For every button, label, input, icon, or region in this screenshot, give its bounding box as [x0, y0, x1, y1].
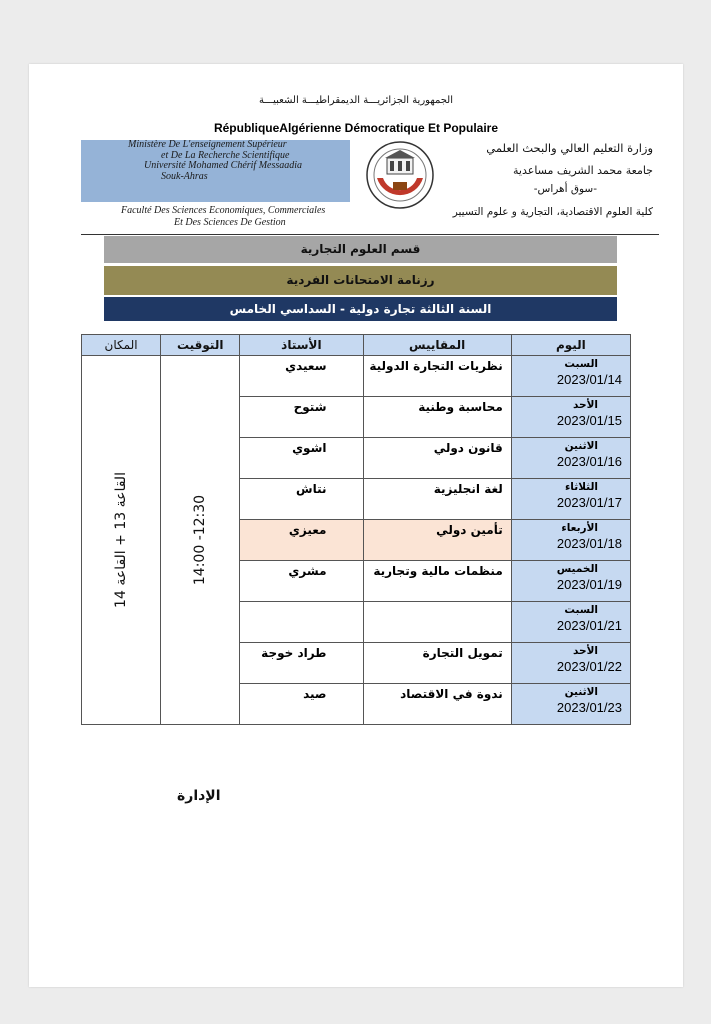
university-ar: جامعة محمد الشريف مساعدية [513, 164, 653, 177]
administration-signature: الإدارة [177, 788, 221, 804]
professor-cell: شتوح [240, 397, 363, 438]
place-cell [82, 356, 161, 725]
day-name: الثلاثاء [564, 481, 598, 493]
day-cell [511, 520, 630, 561]
republic-title-fr: RépubliqueAlgérienne Démocratique Et Populaire [213, 121, 499, 135]
place-value: القاعة 13 + القاعة 14 [113, 472, 130, 608]
day-date: 2023/01/21 [556, 618, 622, 633]
header-place: المكان [82, 335, 161, 356]
professor-cell: معيزي [240, 520, 363, 561]
day-date: 2023/01/22 [556, 659, 622, 674]
day-cell [511, 438, 630, 479]
day-name: الاثنين [564, 686, 598, 698]
faculty-ar: كلية العلوم الاقتصادية، التجارية و علوم التسيير [452, 206, 653, 218]
city-ar: -سوق أهراس- [533, 183, 597, 195]
faculty-line: Et Des Sciences De Gestion [174, 217, 286, 228]
day-name: الأربعاء [561, 522, 598, 534]
faculty-line: Faculté Des Sciences Economiques, Commerciales [121, 205, 326, 216]
day-name: السبت [564, 358, 598, 370]
city-line: Souk-Ahras [161, 170, 208, 182]
module-cell: لغة انجليزية [363, 479, 511, 520]
day-cell [511, 643, 630, 684]
faculty-fr [121, 205, 371, 229]
professor-cell: سعيدي [240, 356, 363, 397]
header-module: المقاييس [363, 335, 511, 356]
header-professor: الأستاذ [240, 335, 363, 356]
table-header-row [82, 335, 631, 356]
level-band: السنة الثالثة تجارة دولية - السداسي الخامس [104, 297, 617, 321]
professor-cell: مشري [240, 561, 363, 602]
day-date: 2023/01/16 [556, 454, 622, 469]
day-cell [511, 356, 630, 397]
day-date: 2023/01/17 [556, 495, 622, 510]
day-cell [511, 397, 630, 438]
day-name: الأحد [572, 645, 598, 657]
day-name: السبت [564, 604, 598, 616]
exam-schedule-table [81, 334, 631, 725]
ministry-line: Ministère De L'enseignement Supérieur [128, 139, 287, 150]
module-cell: نظريات التجارة الدولية [363, 356, 511, 397]
department-band: قسم العلوم التجارية [104, 236, 617, 263]
university-line: Université Mohamed Chérif Messaadia [144, 160, 303, 171]
day-date: 2023/01/18 [556, 536, 622, 551]
day-date: 2023/01/15 [556, 413, 622, 428]
day-name: الاثنين [564, 440, 598, 452]
republic-title-ar: الجمهورية الجزائريـــة الديمقراطيـــة الشعبيـــة [258, 95, 454, 106]
day-name: الأحد [572, 399, 598, 411]
table-row [82, 356, 631, 397]
ministry-ar: وزارة التعليم العالي والبحث العلمي [486, 141, 653, 155]
schedule-title-band: رزنامة الامتحانات الفردية [104, 266, 617, 295]
university-seal-icon [365, 140, 435, 210]
ministry-line: et De La Recherche Scientifique [161, 149, 290, 161]
module-cell [363, 602, 511, 643]
module-cell: ندوة في الاقتصاد [363, 684, 511, 725]
day-date: 2023/01/14 [556, 372, 622, 387]
day-date: 2023/01/19 [556, 577, 622, 592]
header-time: التوقيت [161, 335, 240, 356]
day-cell [511, 602, 630, 643]
module-cell: منظمات مالية وتجارية [363, 561, 511, 602]
day-date: 2023/01/23 [556, 700, 622, 715]
time-cell [161, 356, 240, 725]
module-cell: قانون دولي [363, 438, 511, 479]
day-cell [511, 479, 630, 520]
document-page [29, 64, 683, 987]
day-cell [511, 561, 630, 602]
module-cell: محاسبة وطنية [363, 397, 511, 438]
professor-cell: صيد [240, 684, 363, 725]
header-divider [81, 234, 659, 235]
day-name: الخميس [556, 563, 598, 575]
ministry-box-fr [81, 140, 350, 202]
professor-cell: طراد خوجة [240, 643, 363, 684]
day-cell [511, 684, 630, 725]
module-cell: تأمين دولي [363, 520, 511, 561]
professor-cell [240, 602, 363, 643]
time-value: 14:00 -12:30 [192, 494, 209, 586]
header-day: اليوم [511, 335, 630, 356]
module-cell: تمويل التجارة [363, 643, 511, 684]
professor-cell: اشوي [240, 438, 363, 479]
professor-cell: نتاش [240, 479, 363, 520]
